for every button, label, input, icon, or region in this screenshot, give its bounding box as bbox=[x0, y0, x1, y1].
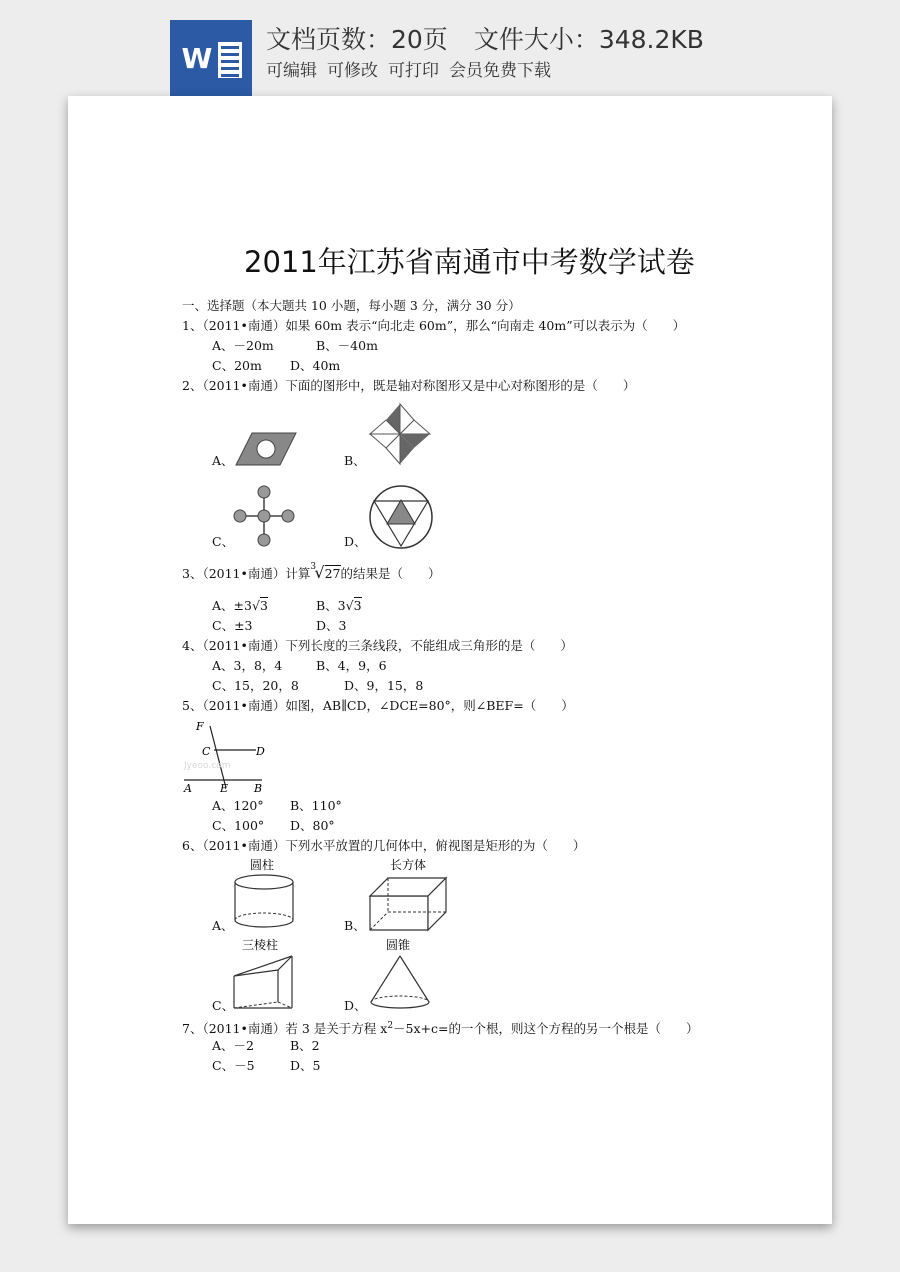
q5-option-c: C、100° bbox=[212, 818, 265, 833]
label-a: A bbox=[184, 782, 192, 795]
document-page bbox=[68, 96, 832, 1224]
q4-option-c: C、15，20，8 bbox=[212, 678, 299, 693]
q3-radicand: 27 bbox=[324, 566, 341, 581]
cylinder-figure bbox=[232, 858, 302, 934]
q7-option-a: A、－2 bbox=[212, 1038, 254, 1053]
q1-option-a: A、－20m bbox=[212, 338, 274, 353]
q3-cube-root bbox=[310, 562, 341, 582]
radical-sign-icon: √ bbox=[251, 598, 260, 613]
question-7-stem bbox=[182, 1018, 699, 1037]
label-f: F bbox=[196, 720, 204, 733]
q3-option-c: C、±3 bbox=[212, 618, 253, 633]
q3-option-b bbox=[316, 598, 362, 614]
q6-option-d: D、 bbox=[344, 998, 367, 1013]
radical-sign-icon: √ bbox=[314, 563, 325, 582]
q6-option-b: B、 bbox=[344, 918, 366, 933]
q6-option-c: C、 bbox=[212, 998, 235, 1013]
parallel-lines-figure bbox=[182, 718, 272, 794]
q4-option-b: B、4，9，6 bbox=[316, 658, 387, 673]
section-heading: 一、选择题（本大题共 10 小题，每小题 3 分，满分 30 分） bbox=[182, 298, 521, 313]
q3-stem-pre: 3、（2011•南通）计算 bbox=[182, 566, 311, 581]
caption-cylinder: 圆柱 bbox=[250, 858, 275, 872]
question-5-stem: 5、（2011•南通）如图，AB∥CD，∠DCE=80°，则∠BEF=（ ） bbox=[182, 698, 574, 713]
q5-option-d: D、80° bbox=[290, 818, 335, 833]
q7-exponent: 2 bbox=[387, 1021, 394, 1031]
feature-member-download: 会员免费下载 bbox=[449, 61, 551, 81]
q1-option-d: D、40m bbox=[290, 358, 341, 373]
q2-option-a: A、 bbox=[212, 453, 234, 468]
q3-option-a-text: A、±3 bbox=[212, 598, 252, 613]
q5-option-b: B、110° bbox=[290, 798, 342, 813]
caption-prism: 三棱柱 bbox=[242, 938, 279, 952]
q2-option-c: C、 bbox=[212, 534, 235, 549]
q3-option-b-radicand: 3 bbox=[353, 598, 362, 613]
q7-option-b: B、2 bbox=[290, 1038, 320, 1053]
feature-list bbox=[266, 56, 551, 81]
triangle-in-circle-figure bbox=[368, 484, 434, 550]
question-1-stem: 1、（2011•南通）如果 60m 表示“向北走 60m”，那么“向南走 40m”可以表示为（ ） bbox=[182, 318, 686, 333]
feature-editable: 可编辑 bbox=[266, 61, 317, 81]
q2-option-b: B、 bbox=[344, 453, 366, 468]
triangular-prism-figure bbox=[232, 938, 302, 1012]
q5-option-a: A、120° bbox=[212, 798, 264, 813]
watermark: Jyeoo.com bbox=[184, 761, 231, 771]
radical-sign-icon: √ bbox=[345, 598, 354, 613]
file-stats bbox=[266, 20, 704, 56]
q3-option-a bbox=[212, 598, 268, 614]
q4-option-d: D、9，15，8 bbox=[344, 678, 424, 693]
question-2-stem: 2、（2011•南通）下面的图形中，既是轴对称图形又是中心对称图形的是（ ） bbox=[182, 378, 636, 393]
download-info-bar bbox=[0, 0, 900, 96]
q3-root-index: 3 bbox=[310, 562, 317, 572]
q7-option-c: C、－5 bbox=[212, 1058, 255, 1073]
cross-circles-figure bbox=[232, 484, 296, 548]
q7-stem-post: －5x+c=的一个根，则这个方程的另一个根是（ ） bbox=[393, 1021, 699, 1037]
cone-figure bbox=[368, 938, 438, 1012]
q6-option-a: A、 bbox=[212, 918, 234, 933]
cuboid-figure bbox=[368, 858, 452, 934]
q2-option-d: D、 bbox=[344, 534, 367, 549]
caption-cuboid: 长方体 bbox=[390, 858, 427, 872]
label-d: D bbox=[256, 745, 265, 758]
label-c: C bbox=[202, 745, 211, 758]
q3-option-d: D、3 bbox=[316, 618, 347, 633]
question-4-stem: 4、（2011•南通）下列长度的三条线段，不能组成三角形的是（ ） bbox=[182, 638, 573, 653]
question-6-stem: 6、（2011•南通）下列水平放置的几何体中，俯视图是矩形的为（ ） bbox=[182, 838, 586, 853]
file-size: 文件大小：348.2KB bbox=[473, 25, 704, 54]
caption-cone: 圆锥 bbox=[386, 938, 411, 952]
q3-option-a-radicand: 3 bbox=[259, 598, 268, 613]
label-e: E bbox=[220, 782, 229, 795]
q3-stem-post: 的结果是（ ） bbox=[340, 566, 441, 581]
question-3-stem bbox=[182, 562, 441, 582]
label-b: B bbox=[254, 782, 263, 795]
q3-option-b-text: B、3 bbox=[316, 598, 346, 613]
q1-option-c: C、20m bbox=[212, 358, 262, 373]
q1-option-b: B、－40m bbox=[316, 338, 378, 353]
q7-option-d: D、5 bbox=[290, 1058, 321, 1073]
q4-option-a: A、3，8，4 bbox=[212, 658, 283, 673]
pinwheel-figure bbox=[368, 402, 432, 466]
q7-stem-pre: 7、（2011•南通）若 3 是关于方程 x bbox=[182, 1021, 388, 1037]
feature-modifiable: 可修改 bbox=[327, 61, 378, 81]
feature-printable: 可打印 bbox=[388, 61, 439, 81]
word-doc-icon: W bbox=[170, 20, 252, 96]
page-count: 文档页数：20页 bbox=[266, 25, 448, 54]
page-title: 2011年江苏省南通市中考数学试卷 bbox=[244, 245, 695, 279]
parallelogram-circle-figure bbox=[234, 430, 298, 468]
